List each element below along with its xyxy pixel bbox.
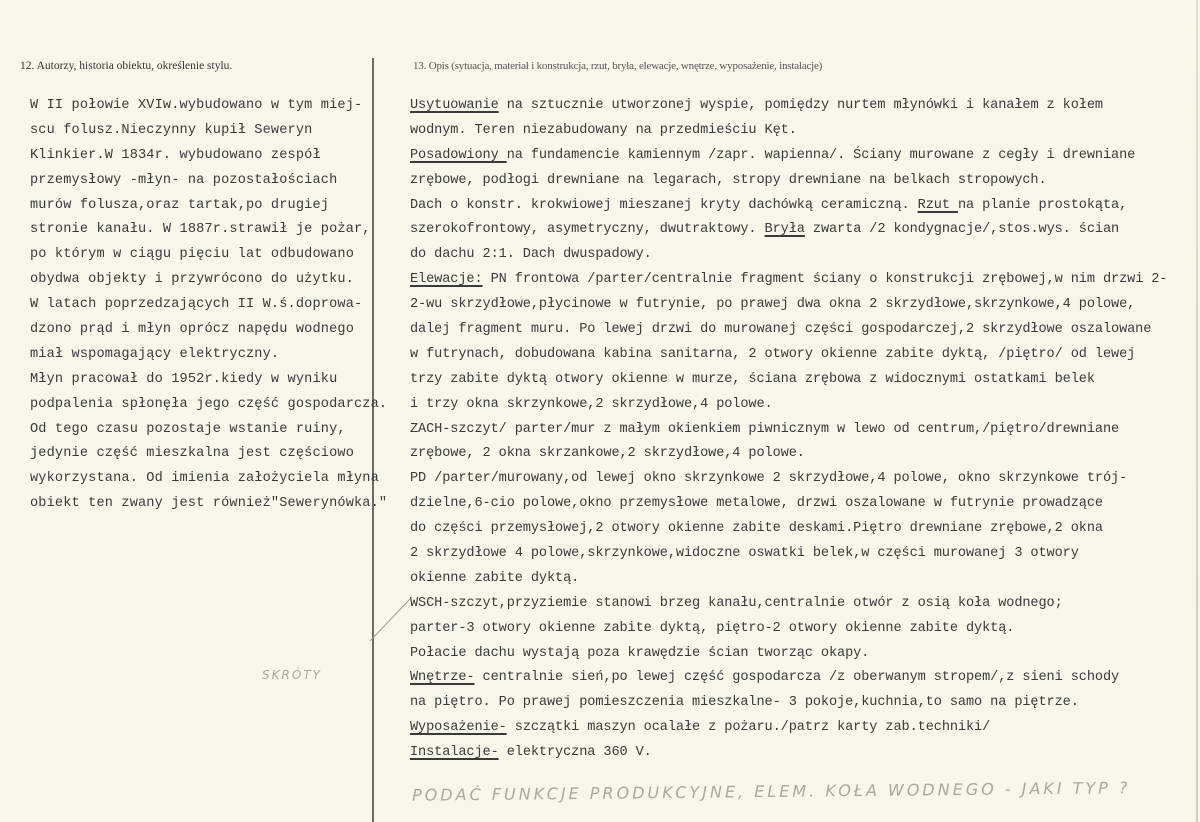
handwritten-margin-note: SKRÓTY	[262, 668, 322, 682]
text-segment: obydwa objekty i przywrócono do użytku.	[30, 272, 354, 288]
text-segment: na fundamencie kamiennym /zapr. wapienna/. Ściany murowane z cegły i drewniane	[506, 147, 1136, 163]
text-line	[410, 243, 1200, 268]
text-segment: w futrynach, dobudowana kabina sanitarna, 2 otwory okienne zabite dyktą, /piętro/ od lewej	[410, 346, 1136, 362]
text-line	[30, 94, 375, 119]
text-segment: W II połowie XVIw.wybudowano w tym miej-	[30, 98, 363, 113]
text-segment: PN frontowa /parter/centralnie fragment ściany o konstrukcji zrębowej,w nim drzwi 2-	[482, 272, 1168, 288]
text-segment: okienne zabite dyktą.	[410, 570, 580, 586]
section-13-header: 13. Opis (sytuacja, materiał i konstrukcja, rzut, bryła, elewacje, wnętrze, wyposażenie, instalacje)	[413, 60, 823, 72]
underlined-heading: Rzut	[917, 197, 958, 213]
history-text	[30, 94, 388, 517]
text-line	[410, 567, 1200, 592]
text-segment: W latach poprzedzających II W.ś.doprowa-	[30, 297, 363, 313]
pencil-stroke	[368, 595, 418, 645]
text-segment: podpalenia spłonęła jego część gospodarcza.	[30, 396, 388, 412]
text-line	[30, 218, 375, 243]
text-segment: stronie kanału. W 1887r.strawił je pożar,	[30, 222, 371, 238]
text-line	[30, 492, 388, 517]
text-line	[30, 144, 375, 169]
text-segment: PD /parter/murowany,od lewej okno skrzynkowe 2 skrzydłowe,4 polowe, okno skrzynkowe trój-	[410, 471, 1128, 487]
text-line	[30, 418, 375, 443]
text-segment: dalej fragment muru. Po lewej drzwi do murowanej części gospodarczej,2 skrzydłowe oszalowane	[410, 322, 1152, 338]
text-segment: Dach o konstr. krokwiowej mieszanej kryty dachówką ceramiczną.	[410, 197, 918, 213]
text-line	[30, 343, 375, 368]
underlined-heading: Bryła	[764, 222, 805, 238]
underlined-heading: Elewacje:	[410, 272, 483, 288]
text-line	[410, 194, 1200, 219]
text-line	[30, 268, 375, 293]
text-segment: dzono prąd i młyn oprócz napędu wodnego	[30, 322, 354, 338]
section-12-header: 12. Autorzy, historia obiektu, określenie stylu.	[20, 60, 233, 72]
text-line	[30, 368, 375, 393]
text-line	[410, 343, 1200, 368]
text-line	[30, 318, 375, 343]
text-line	[410, 691, 1200, 716]
text-line	[30, 393, 388, 418]
text-segment: zrębowe, 2 okna skrzankowe,2 skrzydłowe,4 polowe.	[410, 446, 805, 462]
text-line	[410, 716, 1200, 741]
text-line	[410, 642, 1200, 667]
text-segment: do dachu 2:1. Dach dwuspadowy.	[410, 247, 652, 263]
text-segment: ZACH-szczyt/ parter/mur z małym okienkiem piwnicznym w lewo od centrum,/piętro/drewniane	[410, 421, 1120, 437]
text-line	[30, 442, 375, 467]
text-segment: szerokofrontowy, asymetryczny, dwutraktowy.	[410, 222, 765, 238]
text-segment: Połacie dachu wystają poza krawędzie ścian tworząc okapy.	[410, 645, 870, 661]
text-segment: 2-wu skrzydłowe,płycinowe w futrynie, po prawej dwa okna 2 skrzydłowe,skrzynkowe,4 polowe,	[410, 297, 1136, 313]
text-segment: trzy zabite dyktą otwory okienne w murze, ściana zrębowa z widocznymi ostatkami belek	[410, 371, 1095, 387]
text-segment: murów folusza,oraz tartak,po drugiej	[30, 197, 330, 213]
text-line	[410, 542, 1200, 567]
text-segment: centralnie sień,po lewej część gospodarcza /z oberwanym stropem/,z sieni schody	[474, 670, 1120, 686]
text-segment: wykorzystana. Od imienia założyciela młyna	[30, 471, 379, 487]
text-line	[410, 666, 1200, 691]
text-line	[30, 243, 375, 268]
text-line	[30, 293, 375, 318]
text-segment: miał wspomagający elektryczny.	[30, 346, 280, 362]
underlined-heading: Instalacje-	[410, 745, 499, 761]
text-line	[410, 144, 1200, 169]
handwritten-bottom-note: PODAĆ FUNKCJE PRODUKCYJNE, ELEM. KOŁA WODNEGO - JAKI TYP ?	[411, 778, 1131, 805]
text-segment: szczątki maszyn ocalałe z pożaru./patrz karty zab.techniki/	[506, 720, 991, 736]
text-segment: na sztucznie utworzonej wyspie, pomiędzy nurtem młynówki i kanałem z kołem	[498, 98, 1103, 113]
text-segment: zwarta /2 kondygnacje/,stos.wys. ścian	[804, 222, 1120, 238]
text-line	[30, 467, 379, 492]
text-line	[410, 741, 1200, 766]
text-segment: parter-3 otwory okienne zabite dyktą, piętro-2 otwory okienne zabite dyktą.	[410, 620, 1015, 636]
underlined-heading: Usytuowanie	[410, 98, 499, 113]
text-segment: scu folusz.Nieczynny kupił Seweryn	[30, 122, 313, 138]
text-segment: na piętro. Po prawej pomieszczenia mieszkalne- 3 pokoje,kuchnia,to samo na piętrze.	[410, 695, 1079, 711]
text-line	[410, 393, 1200, 418]
text-line	[410, 169, 1200, 194]
text-segment: zrębowe, podłogi drewniane na legarach, stropy drewniane na belkach stropowych.	[410, 172, 1047, 188]
text-line	[30, 194, 375, 219]
text-line	[410, 318, 1200, 343]
text-segment: Od tego czasu pozostaje wstanie ruiny,	[30, 421, 346, 437]
underlined-heading: Posadowiony	[410, 147, 507, 163]
text-line	[410, 268, 1200, 293]
underlined-heading: Wnętrze-	[410, 670, 475, 686]
text-segment: do części przemysłowej,2 otwory okienne zabite deskami.Piętro drewniane zrębowe,2 okna	[410, 521, 1103, 537]
text-line	[410, 592, 1200, 617]
text-segment: obiekt ten zwany jest również"Sewerynówka."	[30, 496, 388, 512]
text-line	[410, 442, 1200, 467]
text-line	[410, 293, 1200, 318]
text-line	[410, 617, 1200, 642]
text-segment: WSCH-szczyt,przyziemie stanowi brzeg kanału,centralnie otwór z osią koła wodnego;	[410, 595, 1063, 611]
text-line	[410, 492, 1200, 517]
text-line	[410, 368, 1200, 393]
text-segment: po którym w ciągu pięciu lat odbudowano	[30, 247, 354, 263]
text-line	[410, 218, 1200, 243]
text-segment: elektryczna 360 V.	[498, 745, 652, 761]
text-line	[30, 169, 375, 194]
text-segment: 2 skrzydłowe 4 polowe,skrzynkowe,widoczne oswatki belek,w części murowanej 3 otwory	[410, 546, 1079, 562]
text-segment: i trzy okna skrzynkowe,2 skrzydłowe,4 polowe.	[410, 396, 773, 412]
text-line	[410, 418, 1200, 443]
text-segment: przemysłowy -młyn- na pozostałościach	[30, 172, 338, 188]
text-segment: Młyn pracował do 1952r.kiedy w wyniku	[30, 371, 338, 387]
text-segment: jedynie część mieszkalna jest częściowo	[30, 446, 354, 462]
text-segment: Klinkier.W 1834r. wybudowano zespół	[30, 147, 321, 163]
text-line	[410, 119, 1200, 144]
underlined-heading: Wyposażenie-	[410, 720, 507, 736]
text-segment: na planie prostokąta,	[957, 197, 1128, 213]
text-line	[30, 119, 375, 144]
description-text	[410, 94, 1200, 766]
text-segment: dzielne,6-cio polowe,okno przemysłowe metalowe, drzwi oszalowane w futrynie prowadzące	[410, 496, 1103, 512]
text-segment: wodnym. Teren niezabudowany na przedmieściu Kęt.	[410, 122, 797, 138]
text-line	[410, 94, 1200, 119]
text-line	[410, 467, 1200, 492]
text-line	[410, 517, 1200, 542]
